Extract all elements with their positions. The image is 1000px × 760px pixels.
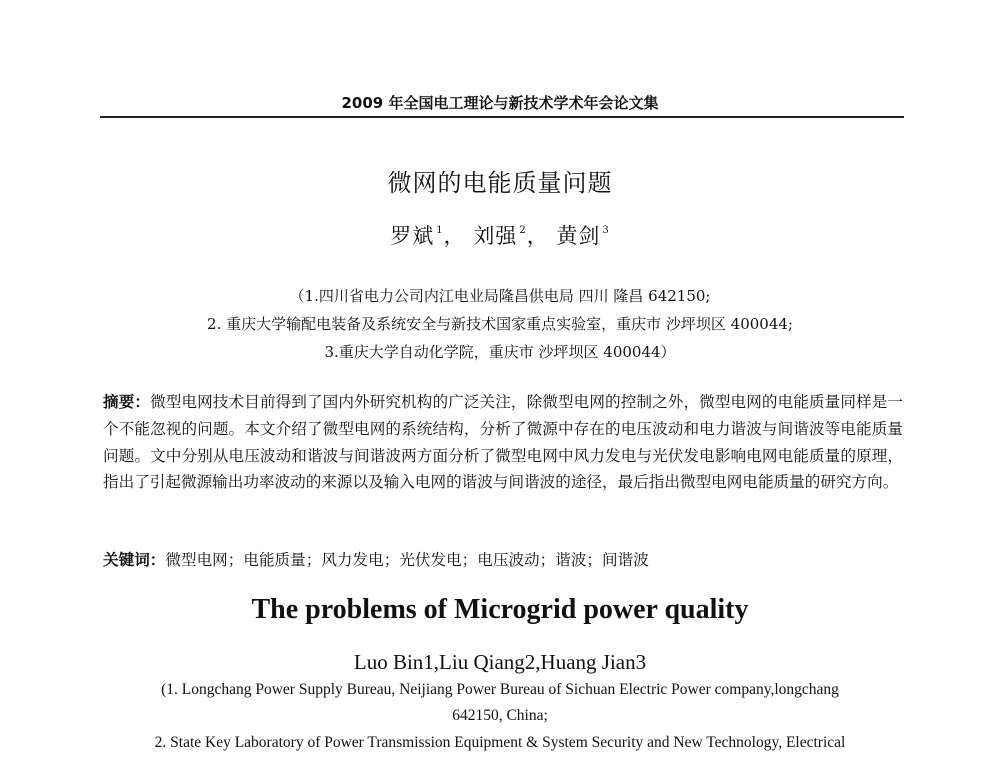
header-rule — [100, 116, 904, 118]
affiliation-en-line: 642150, China; — [452, 707, 548, 724]
authors-en: Luo Bin1,Liu Qiang2,Huang Jian3 — [353, 650, 647, 674]
running-header: 2009 年全国电工理论与新技术学术年会论文集 — [341, 94, 659, 112]
author-name: 刘强 — [473, 224, 518, 248]
affiliation-cn-line: 2. 重庆大学输配电装备及系统安全与新技术国家重点实验室，重庆市 沙坪坝区 400044; — [207, 315, 793, 333]
keywords — [103, 548, 903, 570]
author-superscript: 2 — [519, 225, 527, 236]
author-superscript: 3 — [602, 225, 610, 236]
keywords-label: 关键词： — [103, 551, 166, 569]
abstract — [103, 389, 903, 496]
affiliation-cn-line: 3.重庆大学自动化学院，重庆市 沙坪坝区 400044） — [324, 343, 676, 361]
affiliation-en-line: 2. State Key Laboratory of Power Transmission Equipment & System Security and New Technology, Electrical — [154, 734, 846, 751]
author-separator: ， — [443, 224, 466, 248]
abstract-label: 摘要： — [103, 393, 151, 411]
author-name: 黄剑 — [556, 224, 601, 248]
authors-cn — [100, 220, 900, 250]
affiliation-cn-line: （1.四川省电力公司内江电业局隆昌供电局 四川 隆昌 642150; — [289, 287, 711, 305]
author-name: 罗斌 — [390, 224, 435, 248]
paper-title-en: The problems of Microgrid power quality — [251, 594, 749, 625]
keywords-text: 微型电网；电能质量；风力发电；光伏发电；电压波动；谐波；间谐波 — [165, 551, 649, 569]
author-superscript: 1 — [436, 225, 444, 236]
affiliation-en-line: (1. Longchang Power Supply Bureau, Neijiang Power Bureau of Sichuan Electric Power company,longchang — [161, 681, 839, 698]
author-separator: ， — [526, 224, 549, 248]
paper-title-cn: 微网的电能质量问题 — [387, 169, 613, 197]
abstract-text: 微型电网技术目前得到了国内外研究机构的广泛关注，除微型电网的控制之外，微型电网的电能质量同样是一个不能忽视的问题。本文介绍了微型电网的系统结构，分析了微源中存在的电压波动和电力谐波与间谐波等电能质量问题。文中分别从电压波动和谐波与间谐波两方面分析了微型电网中风力发电与光伏发电影响电网电能质量的原理，指出了引起微源输出功率波动的来源以及输入电网的谐波与间谐波的途径，最后指出微型电网电能质量的研究方向。 — [103, 393, 903, 492]
